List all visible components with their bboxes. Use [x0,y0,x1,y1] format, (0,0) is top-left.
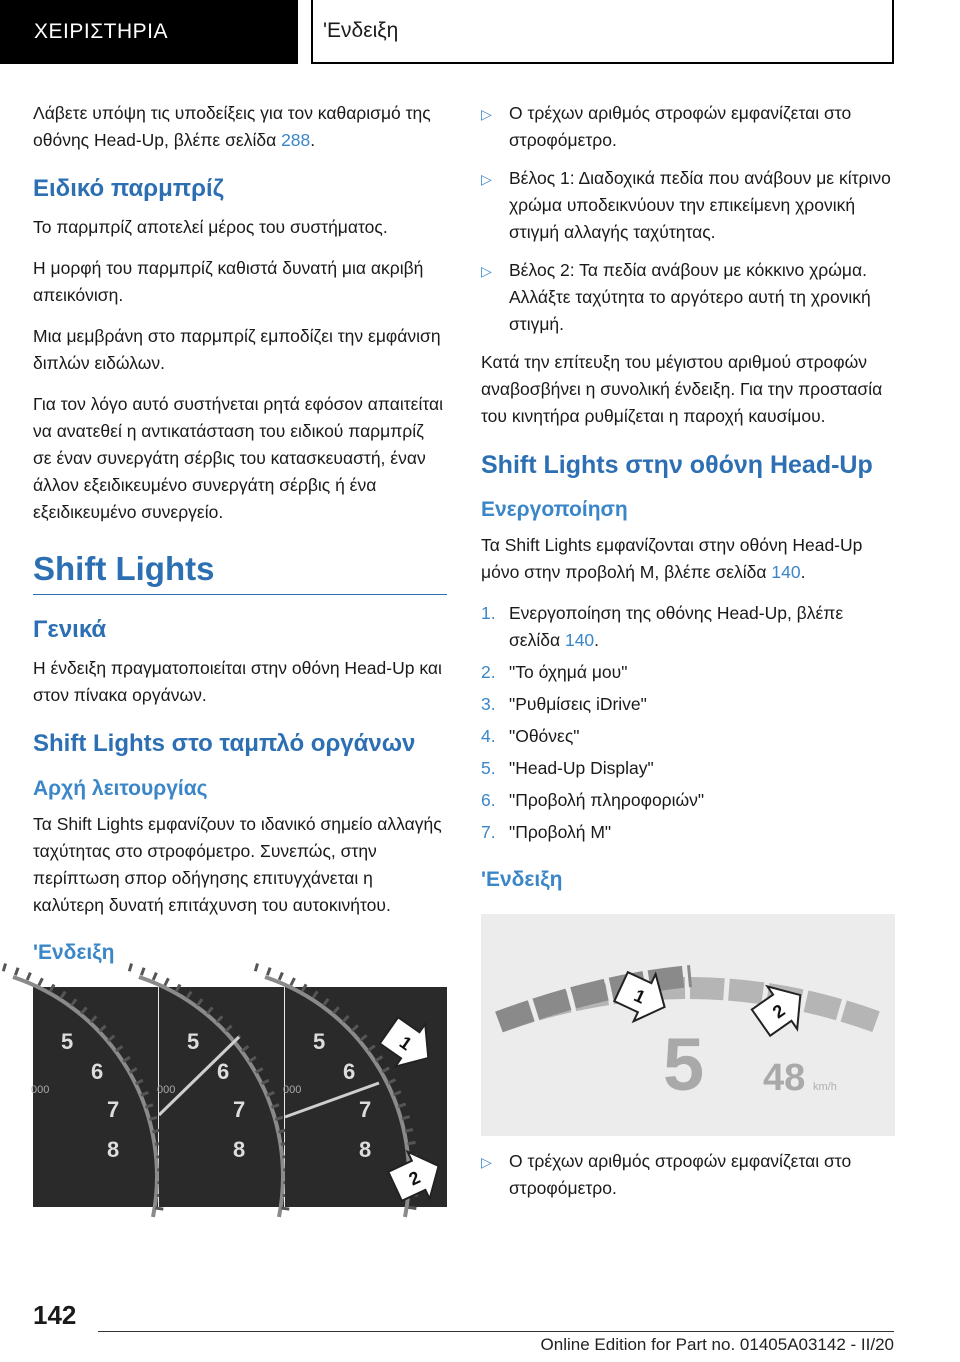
step-item: 1. Ενεργοποίηση της οθόνης Head-Up, βλέπε σελίδα 140. [481,603,844,650]
gauge-number: 8 [107,1137,120,1162]
bullet-item: ▷ Ο τρέχων αριθμός στροφών εμφανίζεται στο στροφόμετρο. [481,1148,895,1202]
paragraph: Η μορφή του παρμπρίζ καθιστά δυνατή μια ακριβή απεικόνιση. [33,258,424,305]
topic-title: 'Ενδειξη [323,19,399,42]
heading-shift-lights-cluster: Shift Lights στο ταμπλό οργάνων [33,730,416,757]
gauge-number: 8 [233,1137,246,1162]
hud-figure [481,914,895,1136]
paragraph: Το παρμπρίζ αποτελεί μέρος του συστήματος. [33,217,388,237]
step-item: 4. "Οθόνες" [481,726,580,746]
gauge-number: 6 [217,1059,230,1084]
gauge-number: 5 [313,1029,326,1054]
arrow-label: 2 [405,1167,424,1190]
gauge-partial-label: 000 [157,1084,176,1096]
gauge-number: 5 [61,1029,74,1054]
paragraph: Η ένδειξη πραγματοποιείται στην οθόνη Head-Up και στον πίνακα οργάνων. [33,658,442,705]
heading-display: 'Ενδειξη [481,868,563,891]
heading-shift-lights: Shift Lights [33,550,447,595]
step-item: 7. "Προβολή M" [481,822,612,842]
chapter-header [0,0,298,64]
cleaning-note: Λάβετε υπόψη τις υποδείξεις για τον καθαρισμό της οθόνης Head-Up, βλέπε σελίδα 288. [33,103,431,150]
chapter-title: ΧΕΙΡΙΣΤΗΡΙΑ [34,20,169,43]
gauge-number: 7 [233,1097,246,1122]
hud-illustration [481,914,895,1136]
gauge-partial-label: 000 [283,1084,302,1096]
paragraph: Για τον λόγο αυτό συστήνεται ρητά εφόσον απαιτείται να ανατεθεί η αντικατάσταση του ειδικού παρμπρίζ σε έναν συνεργάτη σέρβις του κατασκευαστή, έναν άλλον εξειδικευμένο συνεργάτη σέρβις ή ένα εξειδικευμένο συνεργείο. [33,394,444,522]
bullet-item: ▷ Ο τρέχων αριθμός στροφών εμφανίζεται στο στροφόμετρο. [481,100,895,154]
heading-special-windshield: Ειδικό παρμπρίζ [33,175,224,202]
paragraph: Τα Shift Lights εμφανίζουν το ιδανικό σημείο αλλαγής ταχύτητας στο στροφόμετρο. Συνεπώς, στην περίπτωση σπορ οδήγησης επιτυγχάνεται η καλύτερη δυνατή επιτάχυνση του αυτοκινήτου. [33,814,442,915]
topic-header [311,0,894,64]
paragraph: Κατά την επίτευξη του μέγιστου αριθμού στροφών αναβοσβήνει η συνολική ένδειξη. Για την προστασία του κινητήρα ρυθμίζεται η παροχή καυσίμου. [481,352,883,426]
right-column [481,100,895,1213]
triangle-bullet-icon: ▷ [481,1154,492,1170]
tachometer-illustration [33,987,447,1207]
hud-speed: 48 [763,1057,806,1099]
gauge-number: 6 [91,1059,104,1084]
gauge-number: 8 [359,1137,372,1162]
gauge-number: 7 [107,1097,120,1122]
heading-general: Γενικά [33,616,107,643]
gauge-number: 7 [359,1097,372,1122]
bullet-item: ▷ Βέλος 1: Διαδοχικά πεδία που ανάβουν με κίτρινο χρώμα υποδεικνύουν την επικείμενη χρονική στιγμή αλλαγής ταχύτητας. [481,165,895,246]
paragraph: Μια μεμβράνη στο παρμπρίζ εμποδίζει την εμφάνιση διπλών ειδώλων. [33,326,441,373]
left-column [33,100,447,1207]
hud-unit: km/h [813,1081,837,1093]
heading-display: 'Ενδειξη [33,941,115,964]
page-link-140[interactable]: 140 [771,562,801,582]
arrow-label: 1 [630,985,649,1008]
gauge-number: 6 [343,1059,356,1084]
heading-hud-shift-lights: Shift Lights στην οθόνη Head-Up [481,451,873,479]
tachometer-figure [33,987,447,1207]
arrow-label: 2 [768,1000,789,1023]
triangle-bullet-icon: ▷ [481,106,492,122]
page-link-288[interactable]: 288 [281,130,311,150]
arrow-label: 1 [395,1032,416,1055]
step-item: 5. "Head-Up Display" [481,758,654,778]
edition-note: Online Edition for Part no. 01405A03142 - II/20 [540,1335,894,1354]
gauge-partial-label: 000 [31,1084,50,1096]
page-number: 142 [33,1300,77,1330]
activation-text: Τα Shift Lights εμφανίζονται στην οθόνη Head-Up μόνο στην προβολή M, βλέπε σελίδα 140. [481,535,863,582]
triangle-bullet-icon: ▷ [481,263,492,279]
step-item: 6. "Προβολή πληροφοριών" [481,790,705,810]
gauge-number: 5 [187,1029,200,1054]
bullet-item: ▷ Βέλος 2: Τα πεδία ανάβουν με κόκκινο χρώμα. Αλλάξτε ταχύτητα το αργότερο αυτή τη χρονική στιγμή. [481,257,895,338]
triangle-bullet-icon: ▷ [481,171,492,187]
step-item: 3. "Ρυθμίσεις iDrive" [481,694,647,714]
footer-divider [98,1331,894,1332]
step-item: 2. "Το όχημά μου" [481,662,628,682]
steps-list [481,600,895,846]
page-link-140[interactable]: 140 [564,630,595,650]
heading-activation: Ενεργοποίηση [481,498,628,521]
heading-principle: Αρχή λειτουργίας [33,777,208,800]
hud-gear: 5 [663,1023,705,1106]
gauge-panel-1 [3,967,161,1217]
